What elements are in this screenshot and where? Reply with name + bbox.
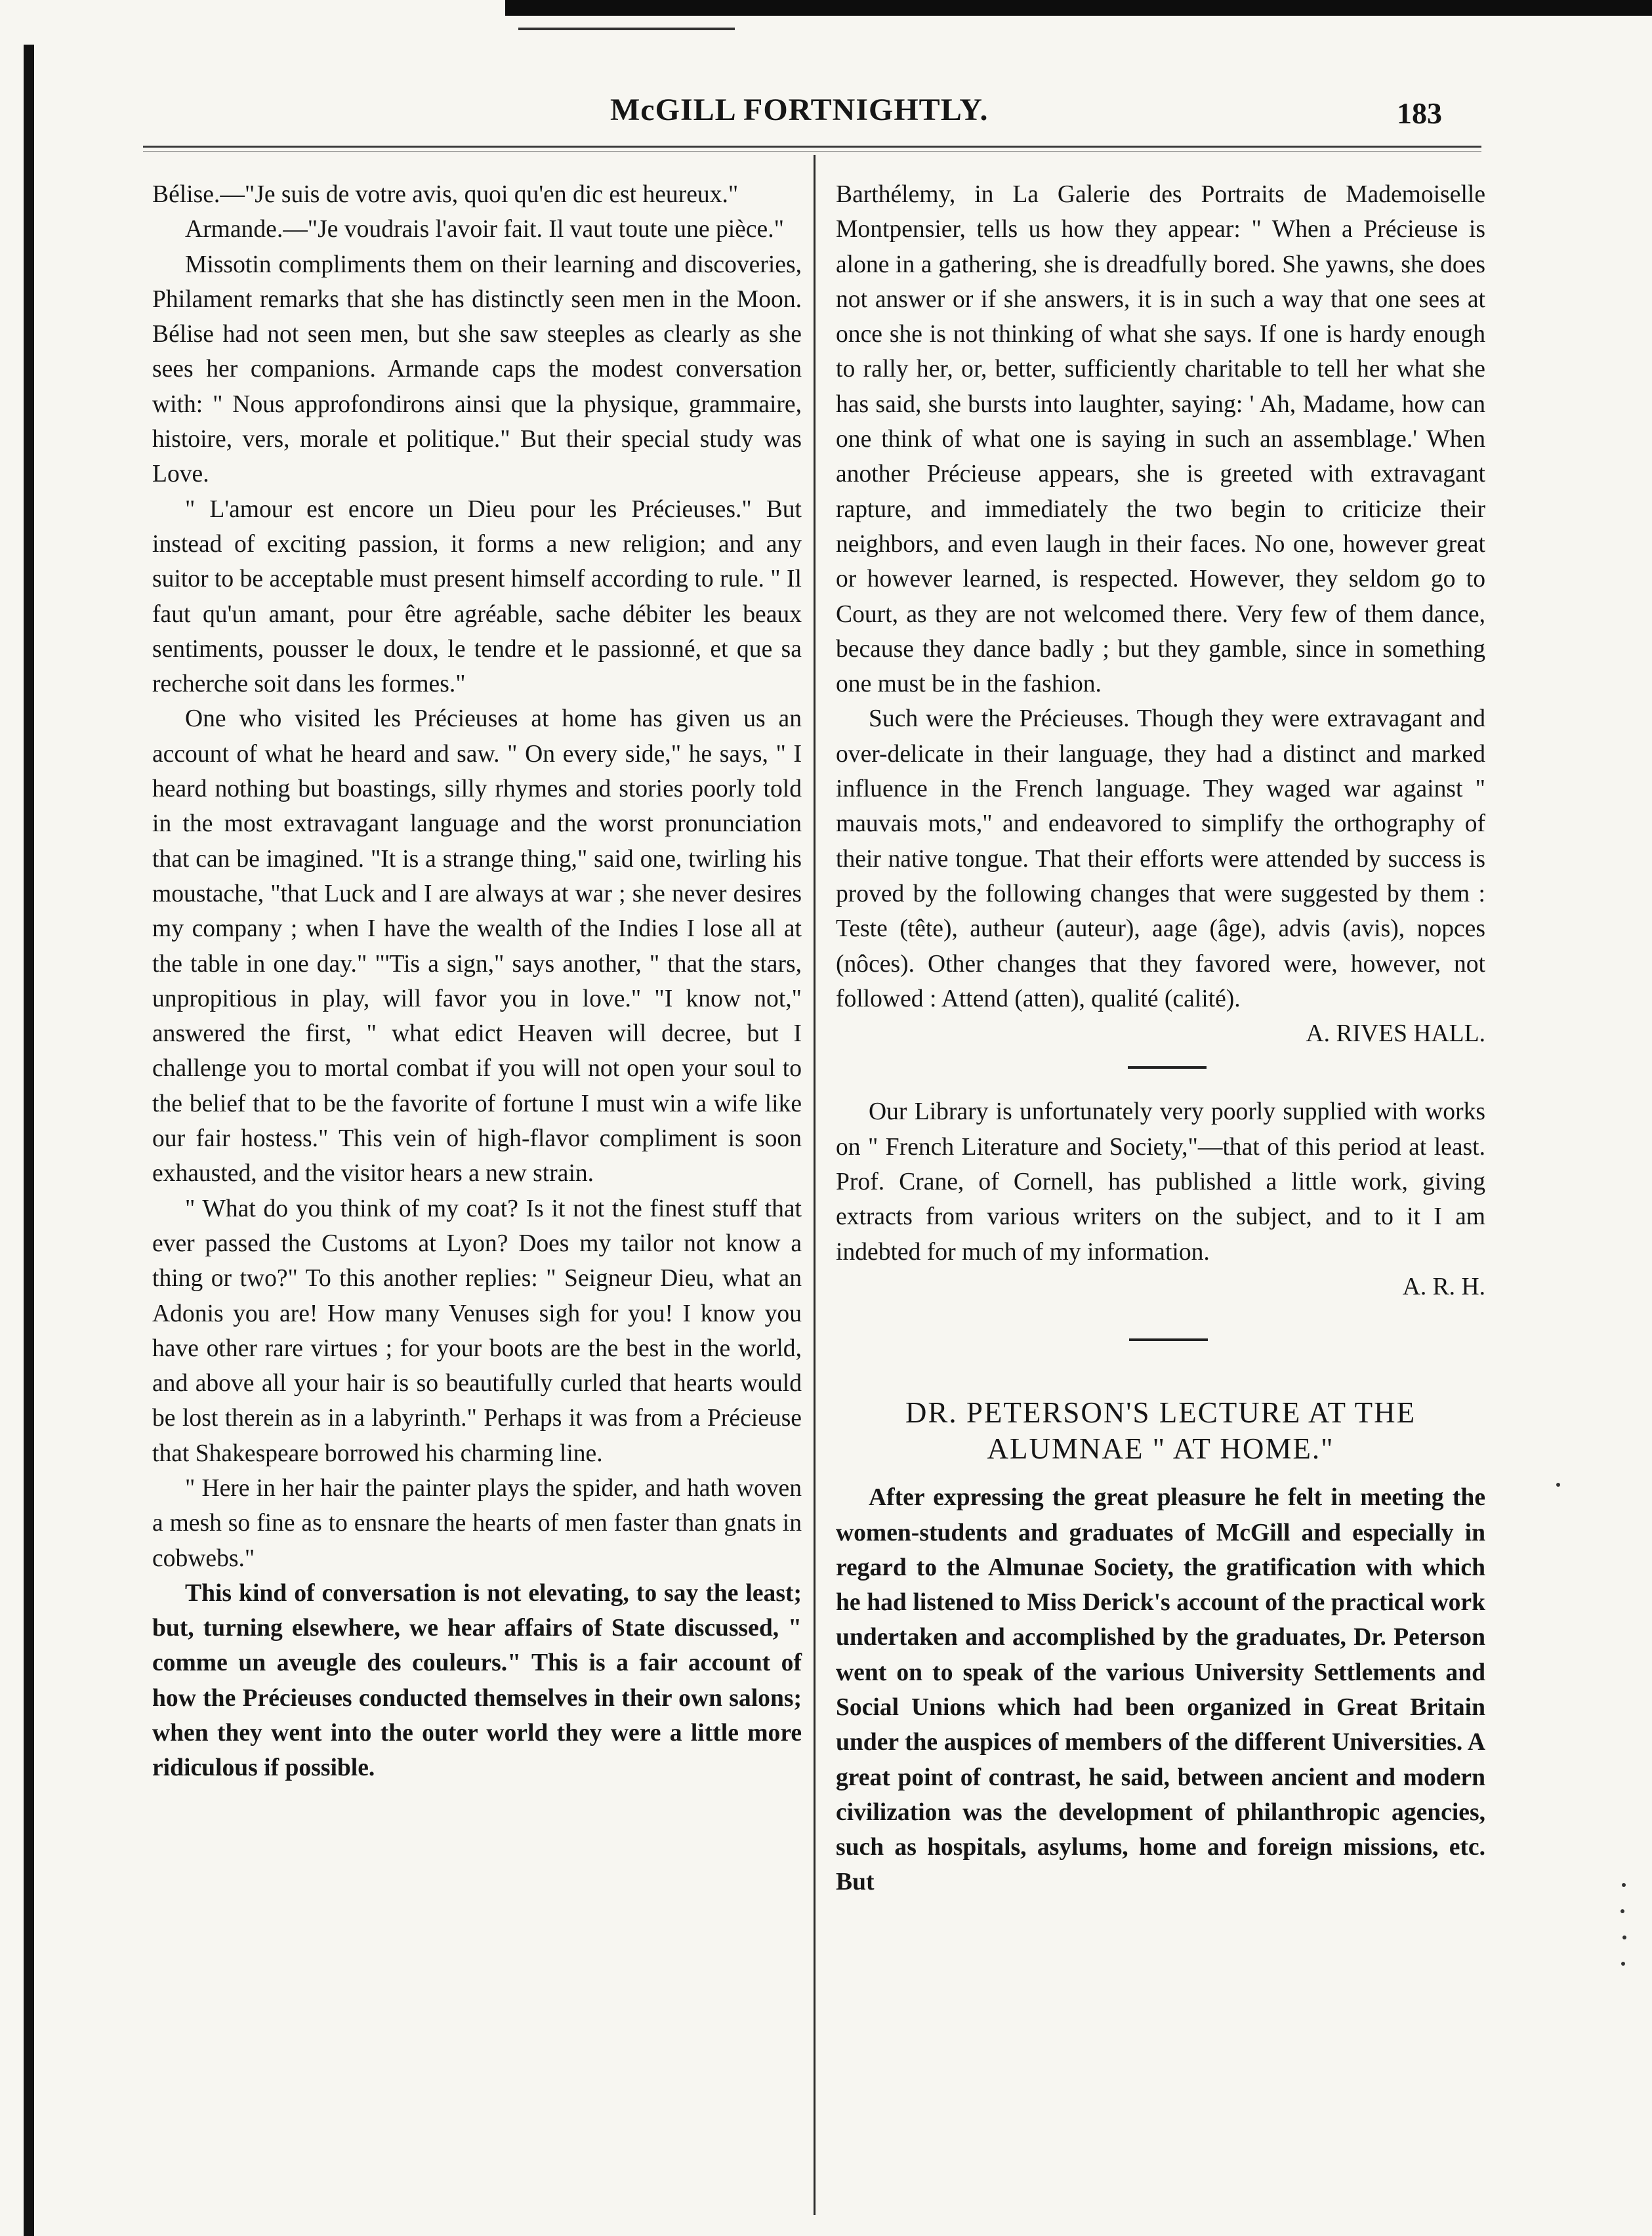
- scan-edge-marks: [1621, 1883, 1627, 1975]
- paragraph: Missotin compliments them on their learning and discoveries, Philament remarks that she has distinctly seen men in the Moon. Bélise had not seen men, but she saw steeples as clearly as she sees her companions. Armande caps the modest conversation with: " Nous approfondirons ainsi que la physique, grammaire, histoire, vers, morale et politique." But their special study was Love.: [152, 251, 802, 488]
- scan-left-border: [24, 45, 34, 2236]
- paragraph: One who visited les Précieuses at home has given us an account of what he heard and saw. " On every side," he says, " I heard nothing but boastings, silly rhymes and stories poorly told in the most extravagant language and the worst pronunciation that can be imagined. "It is a strange thing," said one, twirling his moustache, "that Luck and I are always at war ; she never desires my company ; when I have the wealth of the Indies I lose all at the table in one day." "'Tis a sign," says another, " that the stars, unpropitious in play, will favor you in love." "I know not," answered the first, " what edict Heaven will decree, but I challenge you to mortal combat if you will not open your soul to the belief that to be the favorite of fortune I must win a wife like our fair hostess." This vein of high-flavor compliment is soon exhausted, and the visitor hears a new strain.: [152, 705, 802, 1188]
- heading-line: DR. PETERSON'S LECTURE AT THE: [905, 1396, 1416, 1430]
- paragraph: Bélise.—"Je suis de votre avis, quoi qu'en dic est heureux.": [152, 181, 739, 208]
- header-rule: [143, 146, 1481, 148]
- paragraph: Armande.—"Je voudrais l'avoir fait. Il vaut toute une pièce.": [185, 216, 784, 243]
- column-divider: [814, 155, 816, 2215]
- section-separator: [836, 1304, 1485, 1377]
- scan-speck: [1556, 1483, 1560, 1487]
- section-heading: [836, 1395, 1485, 1467]
- running-header: [143, 92, 1481, 144]
- heading-line: ALUMNAE " AT HOME.": [987, 1432, 1334, 1466]
- header-rule-thin: [143, 151, 1481, 152]
- journal-title: McGILL FORTNIGHTLY.: [610, 93, 989, 127]
- scan-top-border: [505, 0, 1652, 16]
- signature: A. R. H.: [1402, 1273, 1485, 1300]
- signature: A. RIVES HALL.: [1306, 1020, 1485, 1048]
- page-number: 183: [1397, 96, 1442, 130]
- scan-top-mark: [518, 28, 735, 30]
- paragraph: " What do you think of my coat? Is it not the finest stuff that ever passed the Customs at Lyon? Does my tailor not know a thing or two?" To this another replies: " Seigneur Dieu, what an Adonis you are! How many Venuses sigh for you! I know you have other rare virtues ; for your boots are the best in the world, and above all your hair is so beautifully curled that hearts would be lost therein as in a labyrinth." Perhaps it was from a Précieuse that Shakespeare borrowed his charming line.: [152, 1195, 802, 1467]
- section-separator: [836, 1051, 1485, 1094]
- paragraph: Such were the Précieuses. Though they were extravagant and over-delicate in their language, they had a distinct and marked influence in the French language. They waged war against " mauvais mots," and endeavored to simplify the orthography of their native tongue. That their efforts were attended by success is proved by the following changes that were suggested by them : Teste (tête), autheur (auteur), aage (âge), advis (avis), nopces (nôces). Other changes that they favored were, however, not followed : Attend (atten), qualité (calité).: [836, 705, 1485, 1012]
- paragraph: Barthélemy, in La Galerie des Portraits de Mademoiselle Montpensier, tells us how they appear: " When a Précieuse is alone in a gathering, she is dreadfully bored. She yawns, she does not answer or if she answers, it is in such a way that one sees at once she is not thinking of what she says. If one is hardy enough to rally her, or, better, sufficiently charitable to tell her what she has said, she bursts into laughter, saying: ' Ah, Madame, how can one think of what one is saying in such an assemblage.' When another Précieuse appears, she is greeted with extravagant rapture, and immediately the two begin to criticize their neighbors, and even laugh in their faces. No one, however great or however learned, is respected. However, they seldom go to Court, as they are not welcomed there. Very few of them dance, because they dance badly ; but they gamble, since in something one must be in the fashion.: [836, 181, 1485, 698]
- left-column: [152, 177, 802, 1786]
- paragraph: This kind of conversation is not elevating, to say the least; but, turning elsewhere, we hear affairs of State discussed, " comme un aveugle des couleurs." This is a fair account of how the Précieuses conducted themselves in their own salons; when they went into the outer world they were a little more ridiculous if possible.: [152, 1579, 802, 1782]
- right-column: [836, 177, 1485, 1900]
- lecture-paragraph: After expressing the great pleasure he felt in meeting the women-students and graduates of McGill and especially in regard to the Almunae Society, the gratification with which he had listened to Miss Derick's account of the practical work undertaken and accomplished by the graduates, Dr. Peterson went on to speak of the various University Settlements and Social Unions which had been organized in Great Britain under the auspices of members of the different Universities. A great point of contrast, he said, between ancient and modern civilization was the development of philanthropic agencies, such as hospitals, asylums, home and foreign missions, etc. But: [836, 1484, 1485, 1896]
- paragraph: " Here in her hair the painter plays the spider, and hath woven a mesh so fine as to ensnare the hearts of men faster than gnats in cobwebs.": [152, 1474, 802, 1572]
- note-paragraph: Our Library is unfortunately very poorly supplied with works on " French Literature and Society,"—that of this period at least. Prof. Crane, of Cornell, has published a little work, giving extracts from various writers on the subject, and to it I am indebted for much of my information.: [836, 1098, 1485, 1266]
- paragraph: " L'amour est encore un Dieu pour les Précieuses." But instead of exciting passion, it forms a new religion; and any suitor to be acceptable must present himself according to rule. " Il faut qu'un amant, pour être agréable, sache débiter les beaux sentiments, pousser le doux, le tendre et le passionné, et que sa recherche soit dans les formes.": [152, 495, 802, 698]
